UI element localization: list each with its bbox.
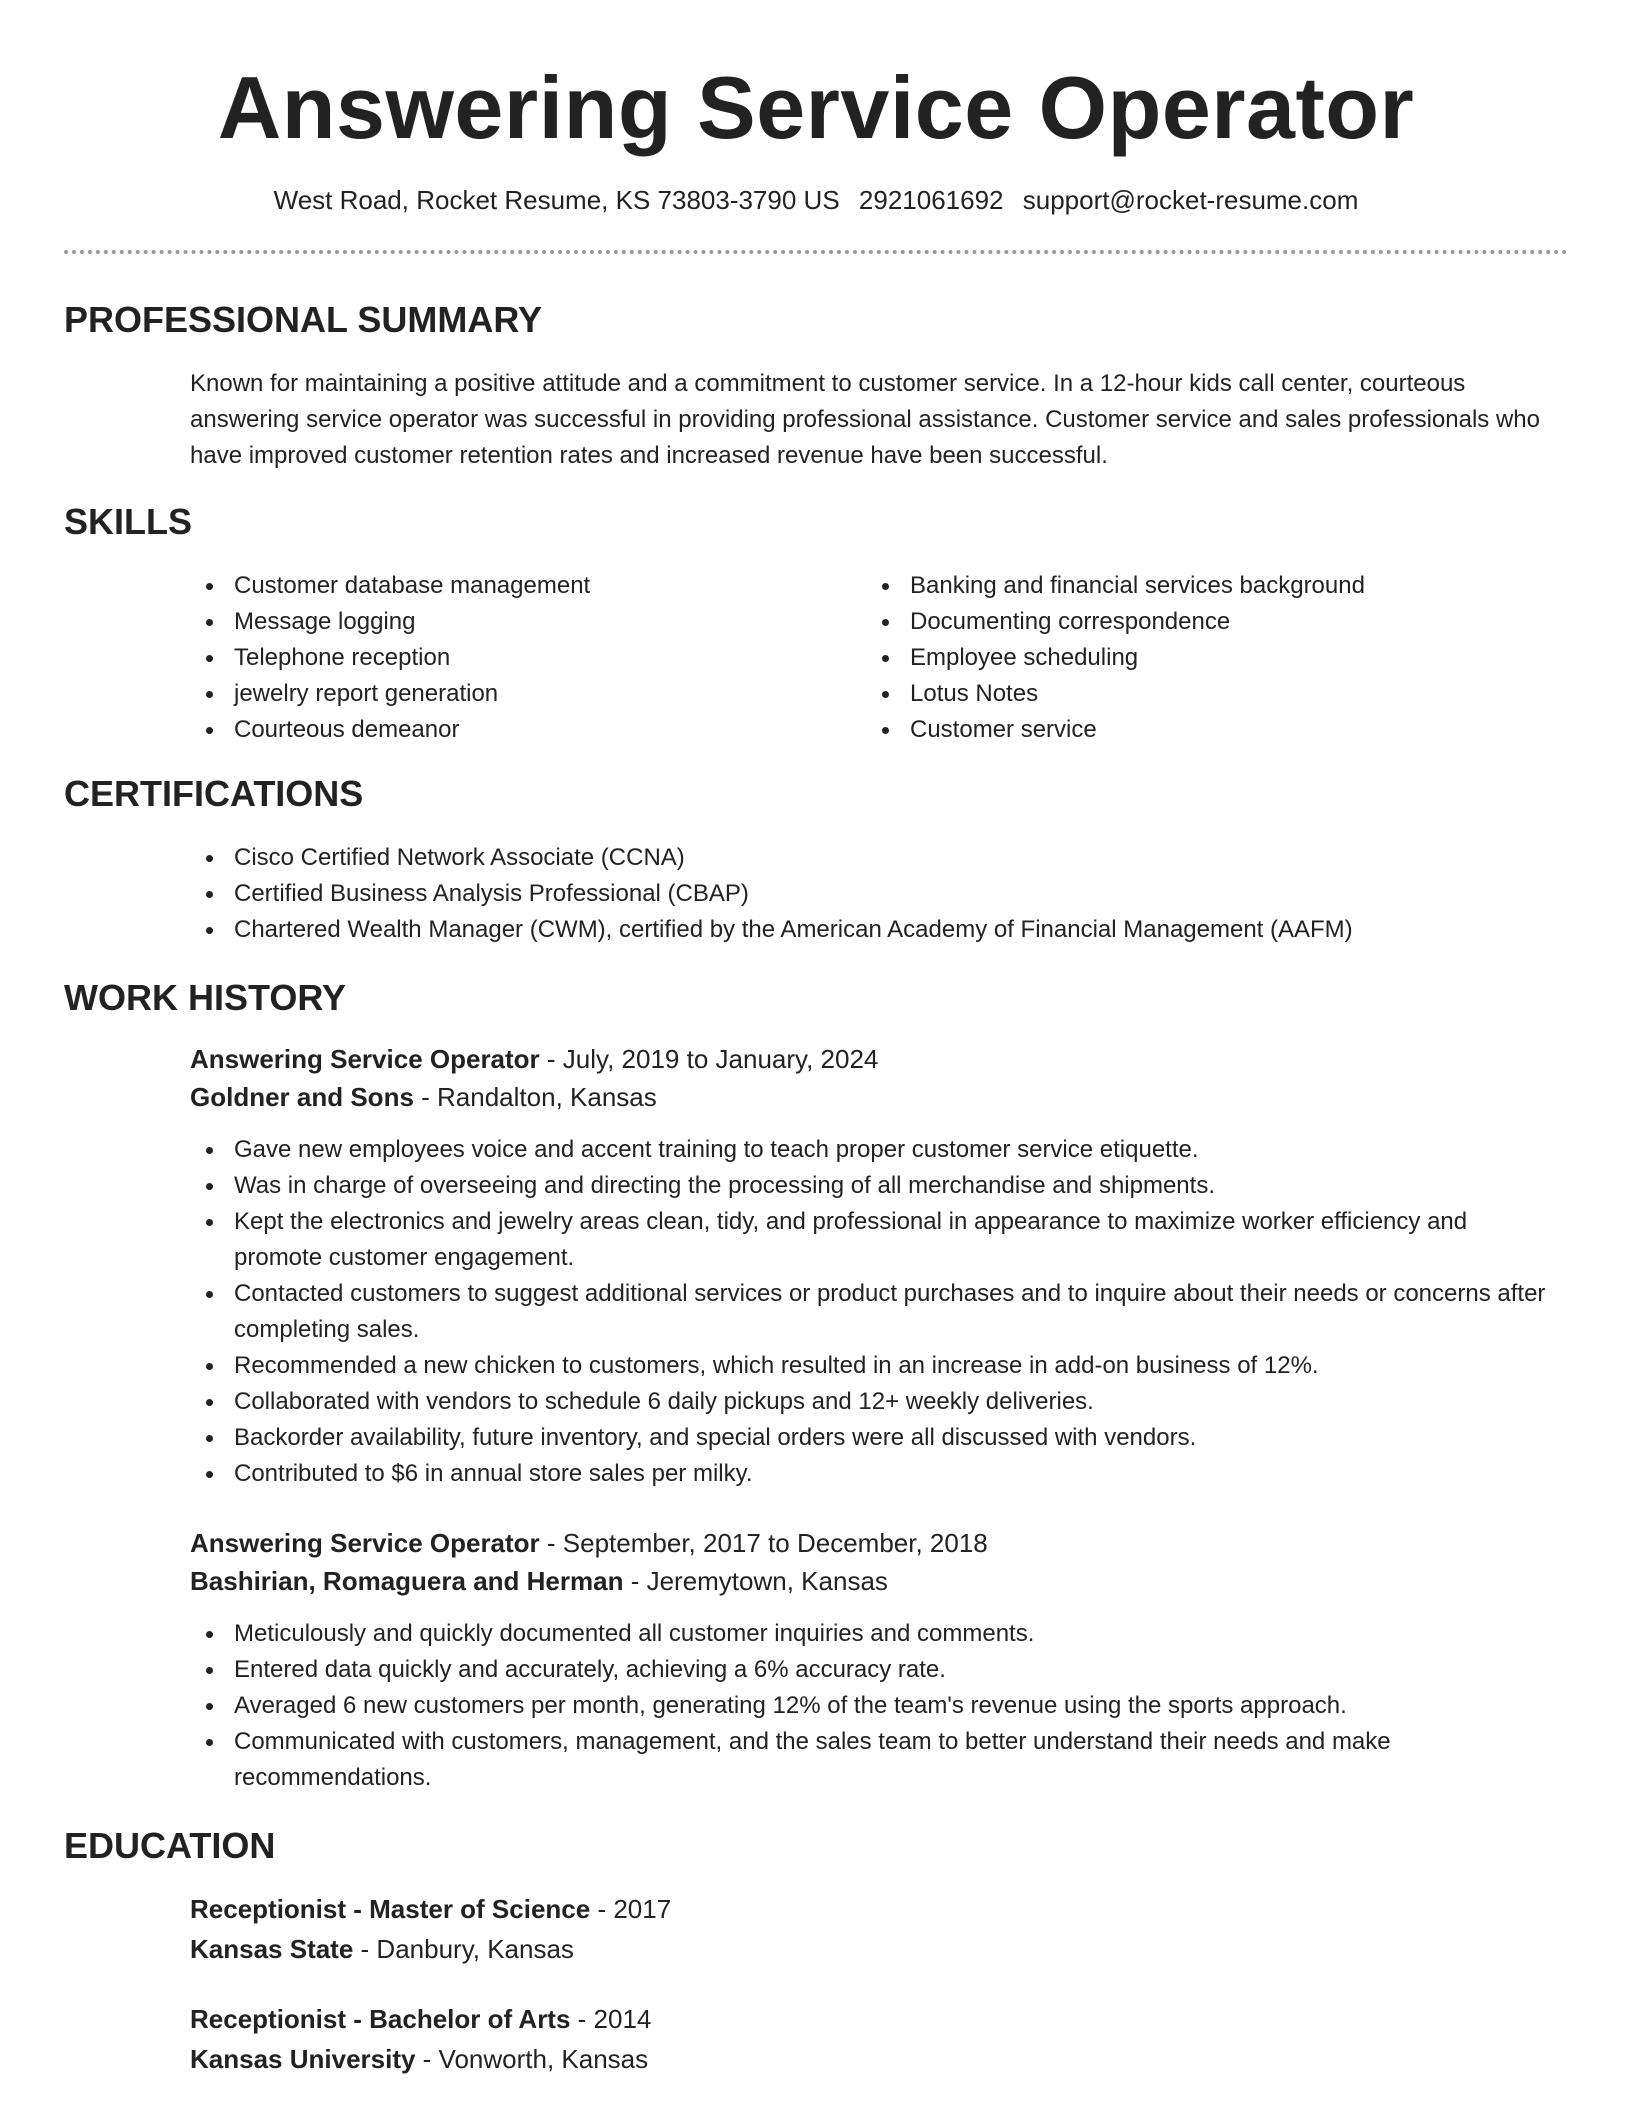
education-degree-line <box>190 2000 651 2038</box>
job-location: - Jeremytown, Kansas <box>623 1566 888 1596</box>
header-divider <box>64 250 1568 254</box>
job-company-line <box>190 1078 657 1116</box>
education-school-line <box>190 1930 574 1968</box>
job-bullet: Averaged 6 new customers per month, generating 12% of the team's revenue using the sports approach. <box>190 1688 1560 1724</box>
skill-item: Telephone reception <box>190 640 830 676</box>
job-bullet: Collaborated with vendors to schedule 6 daily pickups and 12+ weekly deliveries. <box>190 1384 1560 1420</box>
job-bullet: Communicated with customers, management, and the sales team to better understand their needs and make recommendations. <box>190 1724 1560 1796</box>
education-location: - Danbury, Kansas <box>353 1934 574 1964</box>
job-bullets <box>190 1616 1560 1796</box>
job-company-line <box>190 1562 888 1600</box>
job-dates: - September, 2017 to December, 2018 <box>539 1528 988 1558</box>
certifications-heading: CERTIFICATIONS <box>64 773 364 814</box>
certification-item: Cisco Certified Network Associate (CCNA) <box>190 840 1560 876</box>
education-year: - 2017 <box>590 1894 672 1924</box>
contact-phone: 2921061692 <box>858 185 1004 215</box>
work-history-heading: WORK HISTORY <box>64 977 347 1018</box>
skill-item: Courteous demeanor <box>190 712 830 748</box>
education-degree: Receptionist - Master of Science <box>190 1894 591 1924</box>
job-company: Goldner and Sons <box>190 1082 414 1112</box>
certification-item: Chartered Wealth Manager (CWM), certified by the American Academy of Financial Management (AAFM) <box>190 912 1560 948</box>
job-bullet: Kept the electronics and jewelry areas clean, tidy, and professional in appearance to maximize worker efficiency and promote customer engagement. <box>190 1204 1560 1276</box>
skills-heading: SKILLS <box>64 501 193 542</box>
job-title-line <box>190 1524 988 1562</box>
job-title: Answering Service Operator <box>190 1044 540 1074</box>
skill-item: Documenting correspondence <box>866 604 1556 640</box>
job-bullet: Contributed to $6 in annual store sales per milky. <box>190 1456 1560 1492</box>
job-bullet: Contacted customers to suggest additional services or product purchases and to inquire about their needs or concerns after completing sales. <box>190 1276 1560 1348</box>
job-location: - Randalton, Kansas <box>413 1082 657 1112</box>
job-bullet: Entered data quickly and accurately, achieving a 6% accuracy rate. <box>190 1652 1560 1688</box>
resume-name: Answering Service Operator <box>217 58 1415 157</box>
skill-item: Message logging <box>190 604 830 640</box>
education-year: - 2014 <box>570 2004 652 2034</box>
contact-address: West Road, Rocket Resume, KS 73803-3790 US <box>273 185 840 215</box>
education-school-line <box>190 2040 648 2078</box>
job-dates: - July, 2019 to January, 2024 <box>539 1044 879 1074</box>
skill-item: Employee scheduling <box>866 640 1556 676</box>
skill-item: Banking and financial services background <box>866 568 1556 604</box>
skill-item: Customer service <box>866 712 1556 748</box>
summary-heading: PROFESSIONAL SUMMARY <box>64 299 543 340</box>
education-heading: EDUCATION <box>64 1825 276 1866</box>
job-company: Bashirian, Romaguera and Herman <box>190 1566 624 1596</box>
contact-line <box>0 182 1632 218</box>
contact-email[interactable]: support@rocket-resume.com <box>1022 185 1359 215</box>
skill-item: Customer database management <box>190 568 830 604</box>
job-bullet: Backorder availability, future inventory, and special orders were all discussed with vendors. <box>190 1420 1560 1456</box>
job-bullet: Was in charge of overseeing and directing the processing of all merchandise and shipments. <box>190 1168 1560 1204</box>
education-degree-line <box>190 1890 671 1928</box>
certifications-list <box>190 840 1560 948</box>
summary-text: Known for maintaining a positive attitude and a commitment to customer service. In a 12-hour kids call center, courteous answering service operator was successful in providing professional assistance. Customer service and sales professionals who have improved customer retention rates and increased revenue have been successful. <box>190 370 1540 469</box>
job-bullet: Meticulously and quickly documented all customer inquiries and comments. <box>190 1616 1560 1652</box>
job-bullets <box>190 1132 1560 1492</box>
job-title-line <box>190 1040 878 1078</box>
skill-item: jewelry report generation <box>190 676 830 712</box>
education-school: Kansas University <box>190 2044 416 2074</box>
job-bullet: Recommended a new chicken to customers, which resulted in an increase in add-on business of 12%. <box>190 1348 1560 1384</box>
job-title: Answering Service Operator <box>190 1528 540 1558</box>
certification-item: Certified Business Analysis Professional (CBAP) <box>190 876 1560 912</box>
education-location: - Vonworth, Kansas <box>415 2044 649 2074</box>
education-school: Kansas State <box>190 1934 354 1964</box>
skill-item: Lotus Notes <box>866 676 1556 712</box>
skills-list-left <box>190 568 830 748</box>
job-bullet: Gave new employees voice and accent training to teach proper customer service etiquette. <box>190 1132 1560 1168</box>
skills-list-right <box>866 568 1556 748</box>
education-degree: Receptionist - Bachelor of Arts <box>190 2004 571 2034</box>
